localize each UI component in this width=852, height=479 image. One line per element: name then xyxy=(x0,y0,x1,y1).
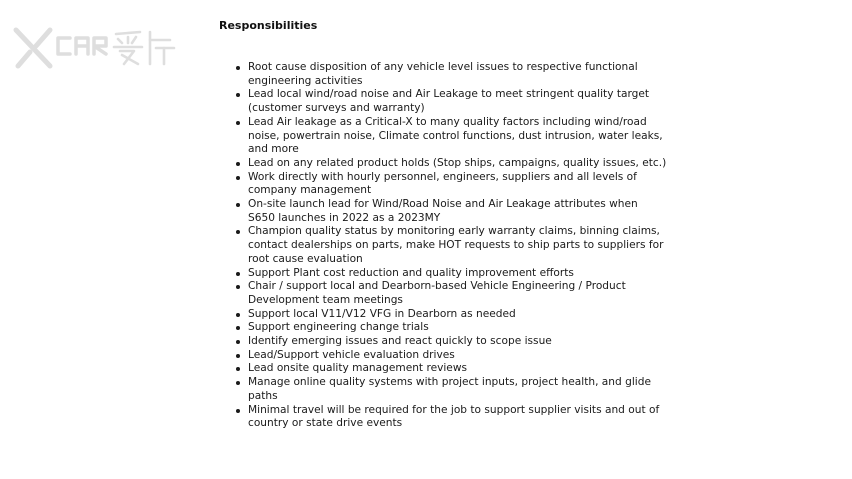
list-item: Champion quality status by monitoring early warranty claims, binning claims, contact dealerships on parts, make HOT requests to ship parts to suppliers for root cause evaluation xyxy=(248,225,668,266)
responsibilities-heading: Responsibilities xyxy=(219,19,318,32)
list-item: Identify emerging issues and react quickly to scope issue xyxy=(248,335,668,349)
list-item: Root cause disposition of any vehicle level issues to respective functional engineering activities xyxy=(248,61,668,88)
list-item: Lead onsite quality management reviews xyxy=(248,362,668,376)
list-item: Work directly with hourly personnel, engineers, suppliers and all levels of company management xyxy=(248,171,668,198)
list-item: On-site launch lead for Wind/Road Noise and Air Leakage attributes when S650 launches in 2022 as a 2023MY xyxy=(248,198,668,225)
list-item: Minimal travel will be required for the job to support supplier visits and out of country or state drive events xyxy=(248,404,668,431)
list-item: Support Plant cost reduction and quality improvement efforts xyxy=(248,267,668,281)
list-item: Lead local wind/road noise and Air Leakage to meet stringent quality target (customer surveys and warranty) xyxy=(248,88,668,115)
list-item: Support local V11/V12 VFG in Dearborn as needed xyxy=(248,308,668,322)
list-item: Lead Air leakage as a Critical-X to many quality factors including wind/road noise, powertrain noise, Climate control functions, dust intrusion, water leaks, and more xyxy=(248,116,668,157)
list-item: Support engineering change trials xyxy=(248,321,668,335)
list-item: Manage online quality systems with project inputs, project health, and glide paths xyxy=(248,376,668,403)
responsibilities-list xyxy=(248,61,668,431)
xcar-watermark-logo xyxy=(10,22,180,72)
list-item: Chair / support local and Dearborn-based Vehicle Engineering / Product Development team meetings xyxy=(248,280,668,307)
list-item: Lead on any related product holds (Stop ships, campaigns, quality issues, etc.) xyxy=(248,156,667,169)
list-item: Lead/Support vehicle evaluation drives xyxy=(248,349,668,363)
